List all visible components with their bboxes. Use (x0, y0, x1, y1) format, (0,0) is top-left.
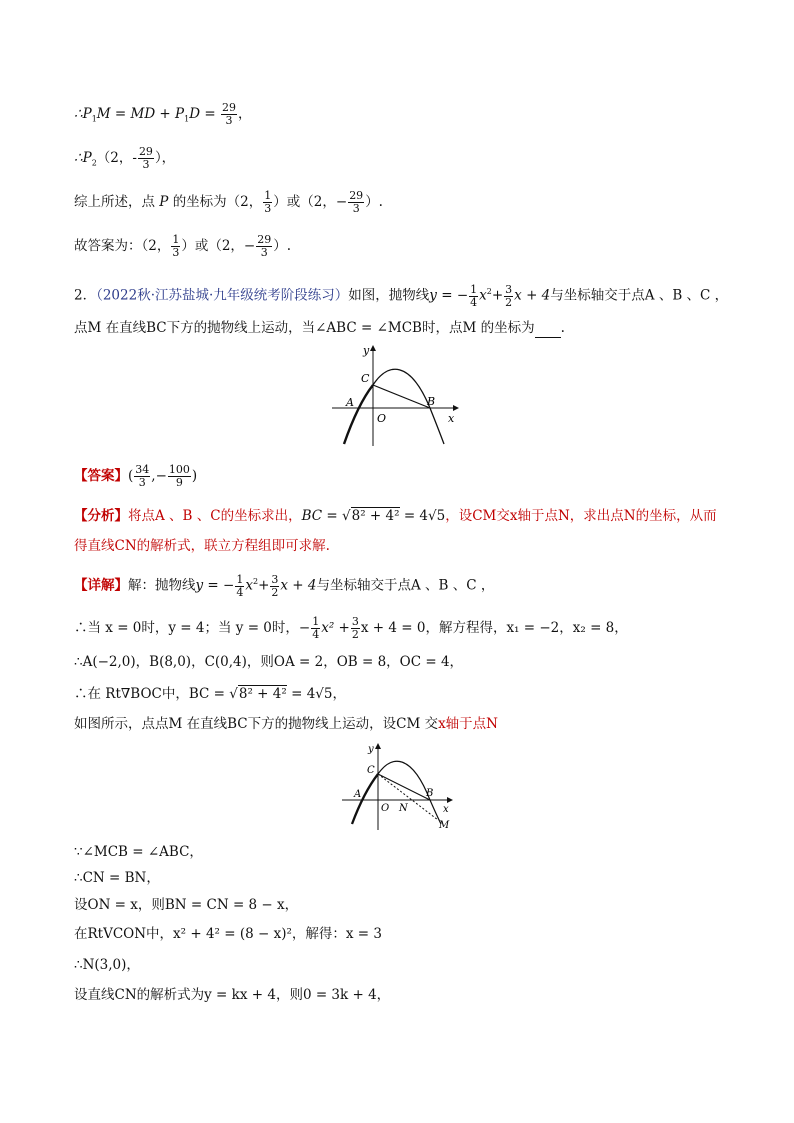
detail-line1: 【详解】解：抛物线y = − $\frac{1}{4}$ $x^2+$ $\frac{3}{2}$ x + 4与坐标轴交于点A 、B 、C ， (74, 572, 495, 599)
text: 将点A 、B 、C的坐标求出， (128, 508, 302, 524)
den: 3 (138, 476, 146, 489)
detail-line6 (74, 842, 203, 862)
text: = 4√5， (291, 686, 346, 702)
text: ，设CM交x轴于点N，求出点N的坐标，从而 (445, 508, 717, 524)
text: . (560, 320, 565, 336)
fraction: $\frac{3}{2}$ (271, 572, 279, 599)
text: 8² + 4² (238, 686, 287, 702)
num: 29 (349, 189, 364, 202)
detail-line2 (74, 616, 628, 641)
text: 设直线CN的解析式为y = kx + 4，则0 = 3k + 4， (74, 987, 391, 1003)
segment-cb (378, 774, 430, 800)
text: ）， (154, 150, 176, 166)
label-o: O (381, 803, 390, 814)
question-2-line1: 2．（2022秋·江苏盐城·九年级统考阶段练习）如图，抛物线y = − $\frac{1}{4}$ $x^2+$ $\frac{3}{2}$ x + 4与坐标轴交于点A 、B 、C ， (74, 282, 729, 309)
text: x (479, 287, 487, 304)
detail-line5 (74, 714, 498, 734)
label-b: B (427, 395, 436, 408)
label-y: y (368, 744, 374, 755)
text: 得直线CN的解析式，联立方程组即可求解. (74, 538, 330, 554)
detail-line4: ∴在 Rt∇BOC中，BC = √8² + 4² = 4√5， (74, 686, 346, 702)
text: 8² + 4² (351, 508, 400, 524)
text: 与坐标轴交于点A 、B 、C ， (316, 577, 495, 594)
detail-line3 (74, 652, 463, 672)
fraction (348, 190, 364, 215)
text: ， (237, 106, 252, 122)
label-c: C (361, 372, 370, 385)
line-p1m: $\therefore P_1M$ = MD + $P_1D$ = $\frac{29}{3}$ ， (74, 101, 252, 127)
text: BC = (301, 508, 338, 524)
text: 设ON = x，则BN = CN = 8 − x， (74, 897, 299, 913)
text: y = − (429, 287, 469, 304)
text: ∴当 x = 0时，y = 4；当 y = 0时，− (74, 620, 311, 636)
text: （2，- (96, 150, 137, 166)
num: 1 (172, 233, 180, 246)
text: 解：抛物线 (128, 577, 196, 594)
line-p2: $\therefore P_2(2$，- $\frac{29}{3}$ ）， (74, 145, 176, 171)
text: x + 4 (280, 577, 317, 594)
fraction: $\frac{1}{4}$ (312, 615, 320, 641)
text: ∵∠MCB = ∠ABC， (74, 844, 203, 860)
text: x + 4 = 0，解方程得，x₁ = −2，x₂ = 8， (360, 620, 628, 636)
fraction: $\frac{1}{4}$ (236, 572, 244, 599)
label-x: x (443, 804, 449, 815)
text: 在RtVCON中，x² + 4² = (8 − x)²，解得：x = 3 (74, 926, 383, 942)
answer-line: 【答案】( $\frac{34}{3}$ ,− $\frac{100}{9}$ ) (74, 463, 198, 489)
segment-cb (373, 385, 430, 408)
answer-blank (535, 323, 561, 338)
text: 综上所述，点 (74, 194, 155, 210)
text: 与坐标轴交于点A 、B 、C ， (550, 287, 729, 304)
den: 3 (142, 158, 150, 171)
text: ）或（2，− (181, 238, 256, 254)
text: = 4√5 (403, 508, 446, 524)
fraction (263, 190, 272, 215)
detail-line7 (74, 868, 160, 888)
text: ）. (273, 238, 292, 254)
label-x: x (448, 412, 455, 425)
text: ∴N(3,0)， (74, 957, 140, 973)
text: x (245, 577, 253, 594)
text: 2． (74, 287, 97, 304)
label-b: B (426, 788, 434, 799)
fraction (256, 234, 272, 259)
num: 29 (257, 233, 272, 246)
detail-line9 (74, 924, 382, 944)
text: 的坐标为（2， (172, 194, 263, 210)
fraction (171, 234, 180, 259)
fraction (134, 464, 150, 489)
label-o: O (377, 412, 387, 425)
question-2-line2 (74, 318, 565, 338)
den: 3 (260, 246, 268, 259)
parabola-figure-2 (338, 740, 463, 830)
line-answer-1 (74, 234, 291, 259)
analysis-line2 (74, 536, 330, 556)
label-m: M (439, 820, 450, 830)
text: x轴于点N (438, 716, 498, 732)
text: x² + (321, 620, 350, 636)
text: ∴P (74, 150, 92, 166)
analysis-tag: 【分析】 (74, 508, 128, 524)
text: P (159, 194, 169, 210)
den: 9 (175, 476, 183, 489)
text: + (491, 287, 504, 304)
num: 29 (138, 145, 153, 158)
label-y: y (363, 344, 370, 357)
detail-line11 (74, 985, 390, 1005)
text: D = (189, 106, 216, 122)
label-c: C (367, 765, 375, 776)
text: M = MD + P (96, 106, 185, 122)
num: 100 (168, 463, 190, 476)
text: 故答案为：（2， (74, 238, 171, 254)
den: 3 (225, 114, 233, 127)
text: ∴在 Rt∇BOC中，BC = (74, 686, 225, 702)
num: 29 (221, 101, 236, 114)
answer-tag: 【答案】 (74, 468, 128, 484)
text: ）或（2，− (273, 194, 348, 210)
fraction (138, 146, 154, 171)
fraction (168, 464, 191, 489)
label-a: A (346, 396, 354, 409)
line-summary (74, 190, 383, 215)
text: ）. (365, 194, 383, 210)
num: 34 (135, 463, 150, 476)
text: + (258, 577, 270, 594)
text: y = − (195, 577, 235, 594)
analysis-line1: 【分析】将点A 、B 、C的坐标求出，BC = √8² + 4² = 4√5，设CM交x轴于点N，求出点N的坐标，从而 (74, 508, 717, 524)
fraction (221, 102, 237, 127)
detail-line8 (74, 895, 298, 915)
text: x + 4 (514, 287, 551, 304)
label-a: A (354, 789, 362, 800)
label-n: N (399, 803, 408, 814)
text: ∴A(−2,0)，B(8,0)，C(0,4)，则OA = 2，OB = 8，OC = 4， (74, 654, 464, 670)
fraction: $\frac{3}{2}$ (351, 615, 359, 641)
num: 1 (264, 189, 272, 202)
fraction: $\frac{3}{2}$ (505, 282, 513, 309)
text: ∴CN = BN， (74, 870, 160, 886)
den: 3 (172, 246, 180, 259)
detail-tag: 【详解】 (74, 577, 128, 594)
text: 如图，抛物线 (348, 287, 430, 304)
text: ∴P (74, 106, 92, 122)
parabola-left-bold (344, 385, 373, 444)
fraction: $\frac{1}{4}$ (470, 282, 478, 309)
text: 点M 在直线BC下方的抛物线上运动，当∠ABC = ∠MCB时，点M 的坐标为 (74, 320, 535, 336)
text: 如图所示，点点M 在直线BC下方的抛物线上运动，设CM 交 (74, 716, 439, 732)
detail-line10 (74, 955, 140, 975)
den: 3 (352, 202, 360, 215)
den: 3 (264, 202, 272, 215)
parabola-figure-1 (330, 342, 465, 447)
source: （2022秋·江苏盐城·九年级统考阶段练习） (96, 287, 349, 304)
